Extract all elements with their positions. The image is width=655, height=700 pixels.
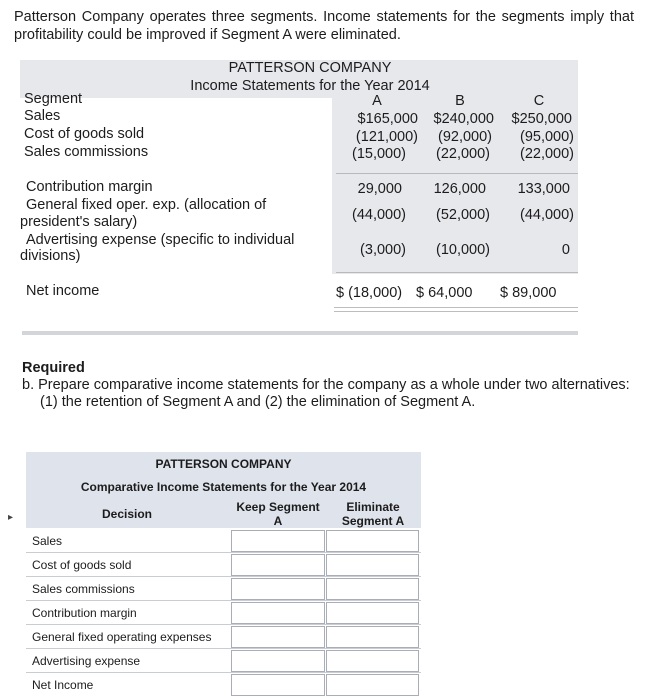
rule-1 — [336, 173, 578, 174]
keep-net-income-input[interactable] — [231, 674, 325, 696]
cogs-c: (95,000) — [519, 129, 574, 145]
row-label-advertising-2: divisions) — [20, 248, 81, 264]
decision-label: Decision — [102, 507, 153, 521]
segment-income-statement — [20, 60, 578, 280]
cogs-a: (121,000) — [355, 129, 418, 145]
row-label: Contribution margin — [32, 606, 137, 620]
row-label-general-fixed-2: president's salary) — [20, 214, 138, 230]
sales-c: $250,000 — [511, 111, 572, 127]
keep-advertising-input[interactable] — [231, 650, 325, 672]
row-label: Advertising expense — [32, 654, 141, 668]
row-label-sales: Sales — [24, 108, 61, 124]
keep-sales-input[interactable] — [231, 530, 325, 552]
table-row — [26, 673, 421, 696]
required-section — [22, 360, 632, 411]
double-rule-1 — [334, 307, 578, 308]
section-divider — [22, 331, 578, 335]
sales-a: $165,000 — [357, 111, 418, 127]
comparative-title: Comparative Income Statements for the Year 2014 — [80, 480, 367, 494]
row-label: Sales commissions — [32, 582, 135, 596]
gfo-a: (44,000) — [351, 207, 406, 223]
eliminate-general-fixed-input[interactable] — [326, 626, 419, 648]
commissions-c: (22,000) — [519, 146, 574, 162]
segment-label: Segment — [24, 91, 83, 107]
eliminate-commissions-input[interactable] — [326, 578, 419, 600]
row-label-cogs: Cost of goods sold — [24, 126, 145, 142]
eliminate-advertising-input[interactable] — [326, 650, 419, 672]
col-header-a: A — [372, 93, 382, 109]
net-a: $ (18,000) — [336, 285, 403, 301]
keep-cogs-input[interactable] — [231, 554, 325, 576]
table-row — [26, 601, 421, 625]
row-label: Sales — [32, 534, 63, 548]
row-label: Net Income — [32, 678, 94, 692]
net-b: $ 64,000 — [416, 285, 473, 301]
commissions-b: (22,000) — [435, 146, 490, 162]
required-heading: Required — [22, 360, 85, 376]
keep-header-1: Keep Segment — [236, 500, 320, 514]
comparative-company: PATTERSON COMPANY — [155, 457, 292, 471]
eliminate-header-1: Eliminate — [346, 500, 400, 514]
cm-c: 133,000 — [517, 181, 570, 197]
gfo-c: (44,000) — [519, 207, 574, 223]
row-label: Cost of goods sold — [32, 558, 132, 572]
row-label-commissions: Sales commissions — [24, 144, 149, 160]
commissions-a: (15,000) — [351, 146, 406, 162]
problem-intro: Patterson Company operates three segments. Income statements for the segments imply that profitability could be improved if Segment A were eliminated. — [14, 9, 634, 43]
keep-header-2: A — [273, 514, 283, 528]
adv-b: (10,000) — [435, 242, 490, 258]
col-header-c: C — [533, 93, 545, 109]
keep-general-fixed-input[interactable] — [231, 626, 325, 648]
adv-a: (3,000) — [360, 242, 406, 258]
row-label-contribution: Contribution margin — [26, 179, 153, 195]
row-label-advertising-1: Advertising expense (specific to individual — [26, 232, 295, 248]
keep-commissions-input[interactable] — [231, 578, 325, 600]
table-row — [26, 553, 421, 577]
cogs-b: (92,000) — [437, 129, 492, 145]
table-row — [26, 577, 421, 601]
sales-b: $240,000 — [433, 111, 494, 127]
required-text: b. Prepare comparative income statements for the company as a whole under two alternatives: (1) the retention of Segment A and (2) the elimination of Segment A. — [22, 377, 630, 410]
gfo-b: (52,000) — [435, 207, 490, 223]
bullet-icon: ▸ — [8, 512, 14, 523]
statement-title: Income Statements for the Year 2014 — [190, 78, 430, 94]
eliminate-contribution-input[interactable] — [326, 602, 419, 624]
row-label-general-fixed-1: General fixed oper. exp. (allocation of — [26, 197, 267, 213]
statement-company: PATTERSON COMPANY — [228, 60, 392, 76]
eliminate-header-2: Segment A — [341, 514, 405, 528]
double-rule-2 — [334, 311, 578, 312]
cm-b: 126,000 — [433, 181, 486, 197]
col-header-b: B — [455, 93, 465, 109]
table-row — [26, 625, 421, 649]
eliminate-cogs-input[interactable] — [326, 554, 419, 576]
adv-c: 0 — [561, 242, 570, 258]
eliminate-sales-input[interactable] — [326, 530, 419, 552]
keep-contribution-input[interactable] — [231, 602, 325, 624]
comparative-statement — [26, 452, 421, 696]
net-c: $ 89,000 — [500, 285, 557, 301]
rule-2 — [336, 272, 578, 273]
cm-a: 29,000 — [357, 181, 402, 197]
row-label-net-income: Net income — [26, 283, 100, 299]
row-label: General fixed operating expenses — [32, 630, 212, 644]
table-row — [26, 529, 421, 553]
eliminate-net-income-input[interactable] — [326, 674, 419, 696]
table-row — [26, 649, 421, 673]
